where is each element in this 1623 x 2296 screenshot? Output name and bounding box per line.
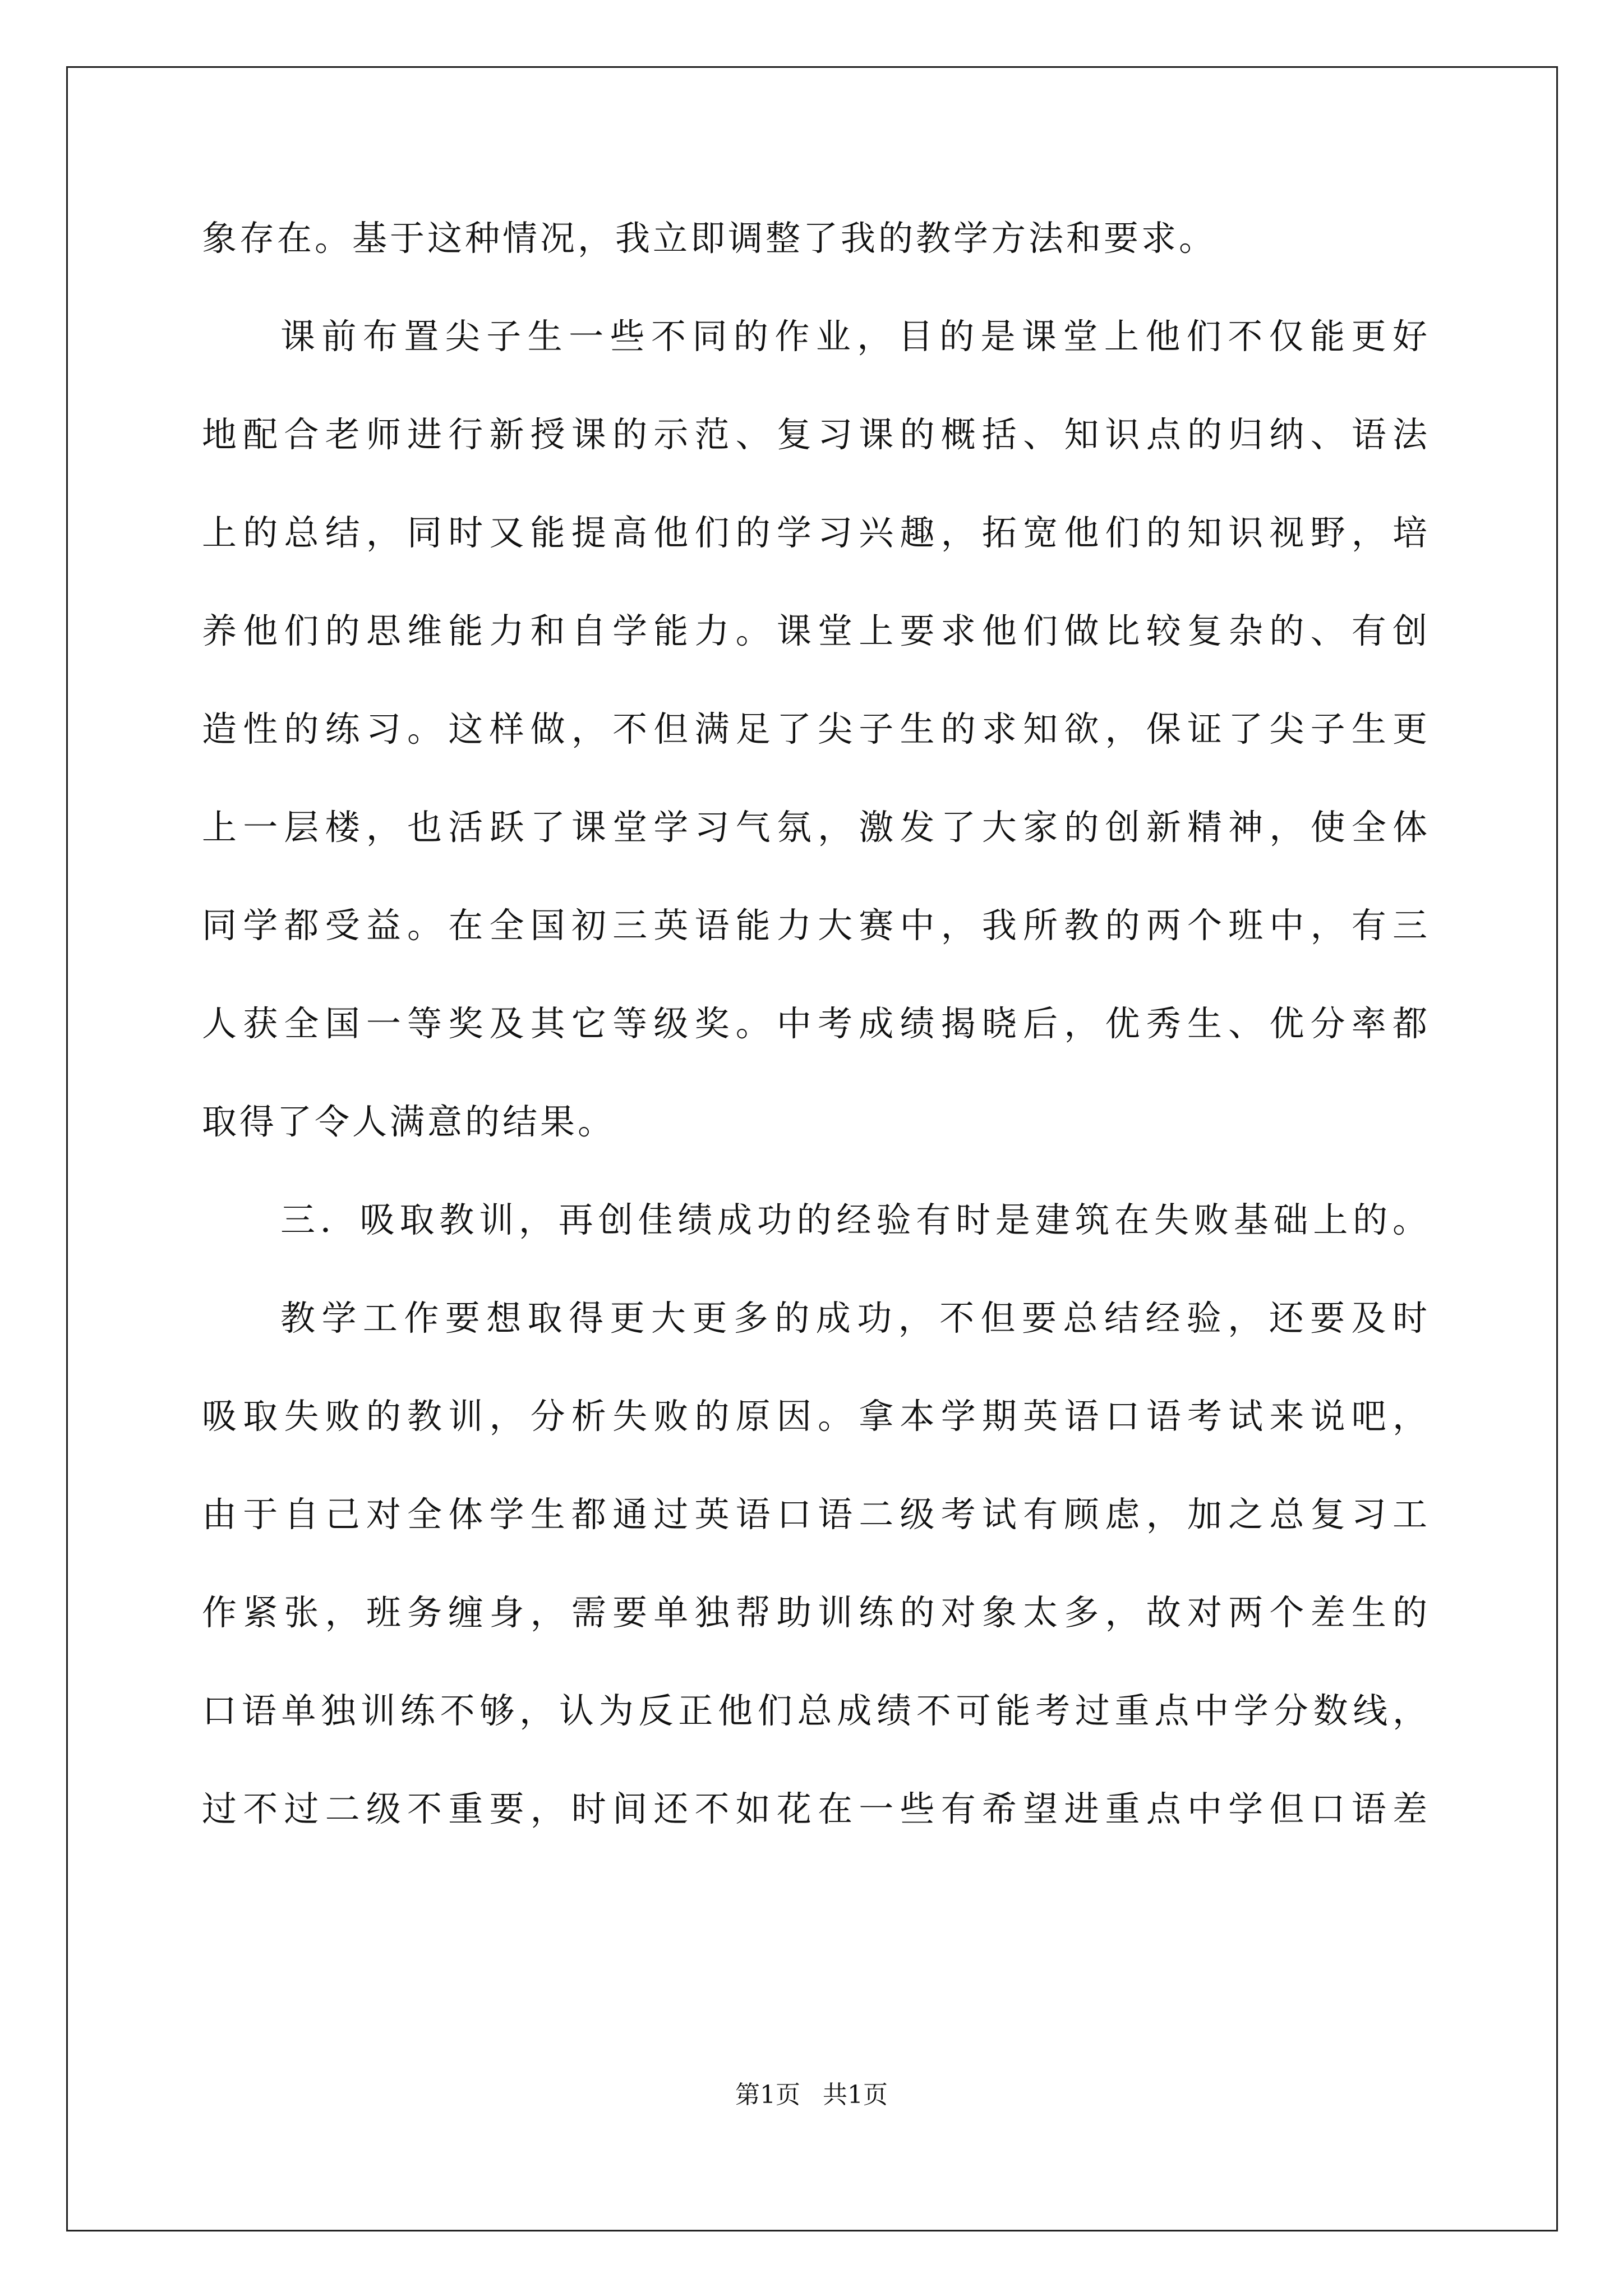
text-line: 吸取失败的教训，分析失败的原因。拿本学期英语口语考试来说吧，	[202, 1396, 1430, 1437]
text-line: 地配合老师进行新授课的示范、复习课的概括、知识点的归纳、语法	[202, 414, 1430, 455]
text-line: 上的总结，同时又能提高他们的学习兴趣，拓宽他们的知识视野，培	[202, 512, 1430, 553]
text-line: 上一层楼，也活跃了课堂学习气氛，激发了大家的创新精神，使全体	[202, 807, 1430, 848]
text-line: 课前布置尖子生一些不同的作业，目的是课堂上他们不仅能更好	[280, 316, 1430, 357]
section-heading-line: 三．吸取教训，再创佳绩成功的经验有时是建筑在失败基础上的。	[280, 1199, 1430, 1240]
page-footer	[0, 2078, 1623, 2112]
text-line: 养他们的思维能力和自学能力。课堂上要求他们做比较复杂的、有创	[202, 610, 1430, 651]
text-line: 由于自己对全体学生都通过英语口语二级考试有顾虑，加之总复习工	[202, 1494, 1430, 1535]
text-line: 教学工作要想取得更大更多的成功，不但要总结经验，还要及时	[280, 1297, 1430, 1338]
text-line: 人获全国一等奖及其它等级奖。中考成绩揭晓后，优秀生、优分率都	[202, 1003, 1430, 1044]
text-line: 口语单独训练不够，认为反正他们总成绩不可能考过重点中学分数线，	[202, 1690, 1430, 1731]
text-line: 作紧张，班务缠身，需要单独帮助训练的对象太多，故对两个差生的	[202, 1592, 1430, 1633]
text-line: 象存在。基于这种情况，我立即调整了我的教学方法和要求。	[202, 218, 1217, 259]
text-line: 过不过二级不重要，时间还不如花在一些有希望进重点中学但口语差	[202, 1788, 1430, 1829]
text-line: 取得了令人满意的结果。	[202, 1101, 616, 1142]
text-line: 造性的练习。这样做，不但满足了尖子生的求知欲，保证了尖子生更	[202, 708, 1430, 749]
text-line: 同学都受益。在全国初三英语能力大赛中，我所教的两个班中，有三	[202, 905, 1430, 946]
page-number: 第1页	[735, 2081, 800, 2109]
page-total: 共1页	[823, 2081, 888, 2109]
